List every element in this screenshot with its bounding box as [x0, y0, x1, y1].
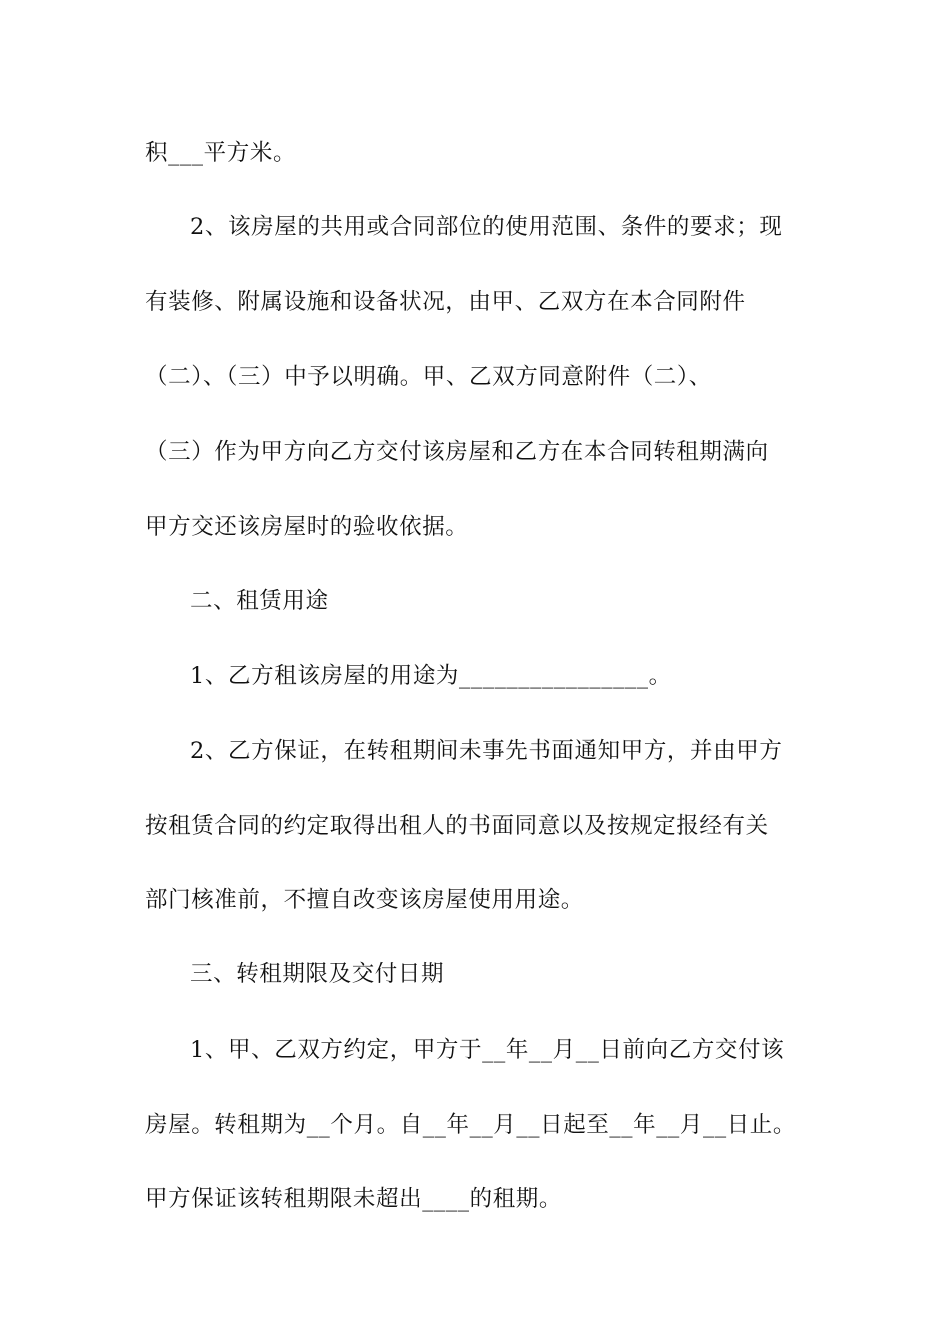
text-line-guarantee: 2、乙方保证，在转租期间未事先书面通知甲方，并由甲方 [190, 738, 783, 764]
text-line-delivery-basis: （三）作为甲方向乙方交付该房屋和乙方在本合同转租期满向 [145, 439, 769, 465]
text-line-area-unit: 积___平方米。 [145, 140, 297, 166]
text-line-attachments: （二）、（三）中予以明确。甲、乙双方同意附件（二）、 [145, 364, 712, 390]
text-line-term-period: 房屋。转租期为__个月。自__年__月__日起至__年__月__日止。 [145, 1112, 797, 1138]
text-line-purpose-blank: 1、乙方租该房屋的用途为________________。 [190, 663, 672, 689]
section-heading-lease-purpose: 二、租赁用途 [190, 588, 329, 614]
text-line-inspection: 甲方交还该房屋时的验收依据。 [145, 514, 469, 540]
text-line-lessor-consent: 按租赁合同的约定取得出租人的书面同意以及按规定报经有关 [145, 813, 769, 839]
text-line-facilities: 有装修、附属设施和设备状况，由甲、乙双方在本合同附件 [145, 289, 746, 315]
text-line-term-limit: 甲方保证该转租期限未超出____的租期。 [145, 1186, 563, 1212]
text-line-delivery-date: 1、甲、乙双方约定，甲方于__年__月__日前向乙方交付该 [190, 1037, 785, 1063]
section-heading-sublease-term: 三、转租期限及交付日期 [190, 961, 445, 987]
text-line-shared-parts: 2、该房屋的共用或合同部位的使用范围、条件的要求；现 [190, 214, 783, 240]
text-line-no-change-use: 部门核准前，不擅自改变该房屋使用用途。 [145, 887, 584, 913]
